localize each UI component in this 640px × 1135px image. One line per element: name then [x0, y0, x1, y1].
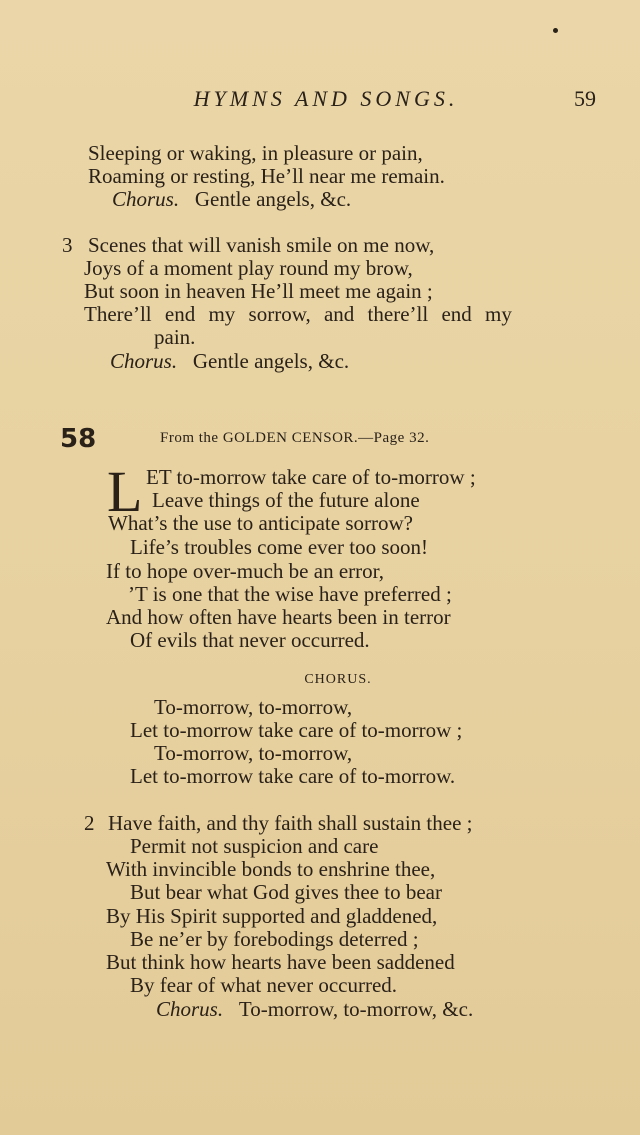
- chorus-text: Gentle angels, &c.: [192, 349, 350, 373]
- chorus-reference: [110, 350, 349, 373]
- verse-line: Be ne’er by forebodings deterred ;: [130, 927, 419, 951]
- verse-line: pain.: [154, 325, 196, 349]
- verse-line: But soon in heaven He’ll meet me again ;: [84, 279, 433, 303]
- verse-line: By fear of what never occurred.: [130, 973, 398, 997]
- verse-line: Joys of a moment play round my brow,: [84, 256, 413, 280]
- chorus-label: Chorus.: [156, 997, 224, 1021]
- chorus-reference: [156, 998, 473, 1021]
- verse-line: Sleeping or waking, in pleasure or pain,: [88, 141, 423, 165]
- hymn-source: From the GOLDEN CENSOR.—Page 32.: [160, 430, 430, 446]
- verse-line: With invincible bonds to enshrine thee,: [106, 857, 436, 881]
- ink-spot: [553, 28, 558, 33]
- verse-line: Of evils that never occurred.: [130, 628, 370, 652]
- chorus-line: To-morrow, to-morrow,: [154, 695, 353, 719]
- verse-line: Leave things of the future alone: [152, 488, 420, 512]
- chorus-line: To-morrow, to-morrow,: [154, 741, 353, 765]
- verse-line: Scenes that will vanish smile on me now,: [88, 233, 435, 257]
- verse-line: There’ll end my sorrow, and there’ll end my: [84, 302, 512, 326]
- chorus-text: Gentle angels, &c.: [194, 187, 352, 211]
- verse-line: ’T is one that the wise have preferred ;: [128, 582, 452, 606]
- running-header: HYMNS AND SONGS.: [193, 86, 459, 111]
- chorus-text: To-morrow, to-morrow, &c.: [238, 997, 474, 1021]
- page-number: 59: [574, 86, 596, 111]
- verse-line: And how often have hearts been in terror: [106, 605, 451, 629]
- chorus-label: Chorus.: [112, 187, 180, 211]
- verse-line: ET to-morrow take care of to-morrow ;: [146, 465, 476, 489]
- verse-line: But bear what God gives thee to bear: [130, 880, 442, 904]
- chorus-reference: [112, 188, 351, 211]
- chorus-line: Let to-morrow take care of to-morrow.: [130, 764, 456, 788]
- drop-cap: L: [107, 459, 143, 524]
- verse-line: If to hope over-much be an error,: [106, 559, 385, 583]
- chorus-label: Chorus.: [110, 349, 178, 373]
- verse-line: By His Spirit supported and gladdened,: [106, 904, 438, 928]
- verse-line: Have faith, and thy faith shall sustain thee ;: [108, 811, 473, 835]
- verse-line: What’s the use to anticipate sorrow?: [108, 511, 413, 535]
- chorus-heading: CHORUS.: [304, 672, 372, 687]
- verse-line: Life’s troubles come ever too soon!: [130, 535, 428, 559]
- verse-line: Permit not suspicion and care: [130, 834, 379, 858]
- verse-line: But think how hearts have been saddened: [106, 950, 455, 974]
- verse-number: 3: [62, 233, 73, 257]
- verse-number: 2: [84, 811, 95, 835]
- chorus-line: Let to-morrow take care of to-morrow ;: [130, 718, 463, 742]
- hymn-number: 58: [60, 424, 97, 454]
- verse-line: Roaming or resting, He’ll near me remain.: [88, 164, 445, 188]
